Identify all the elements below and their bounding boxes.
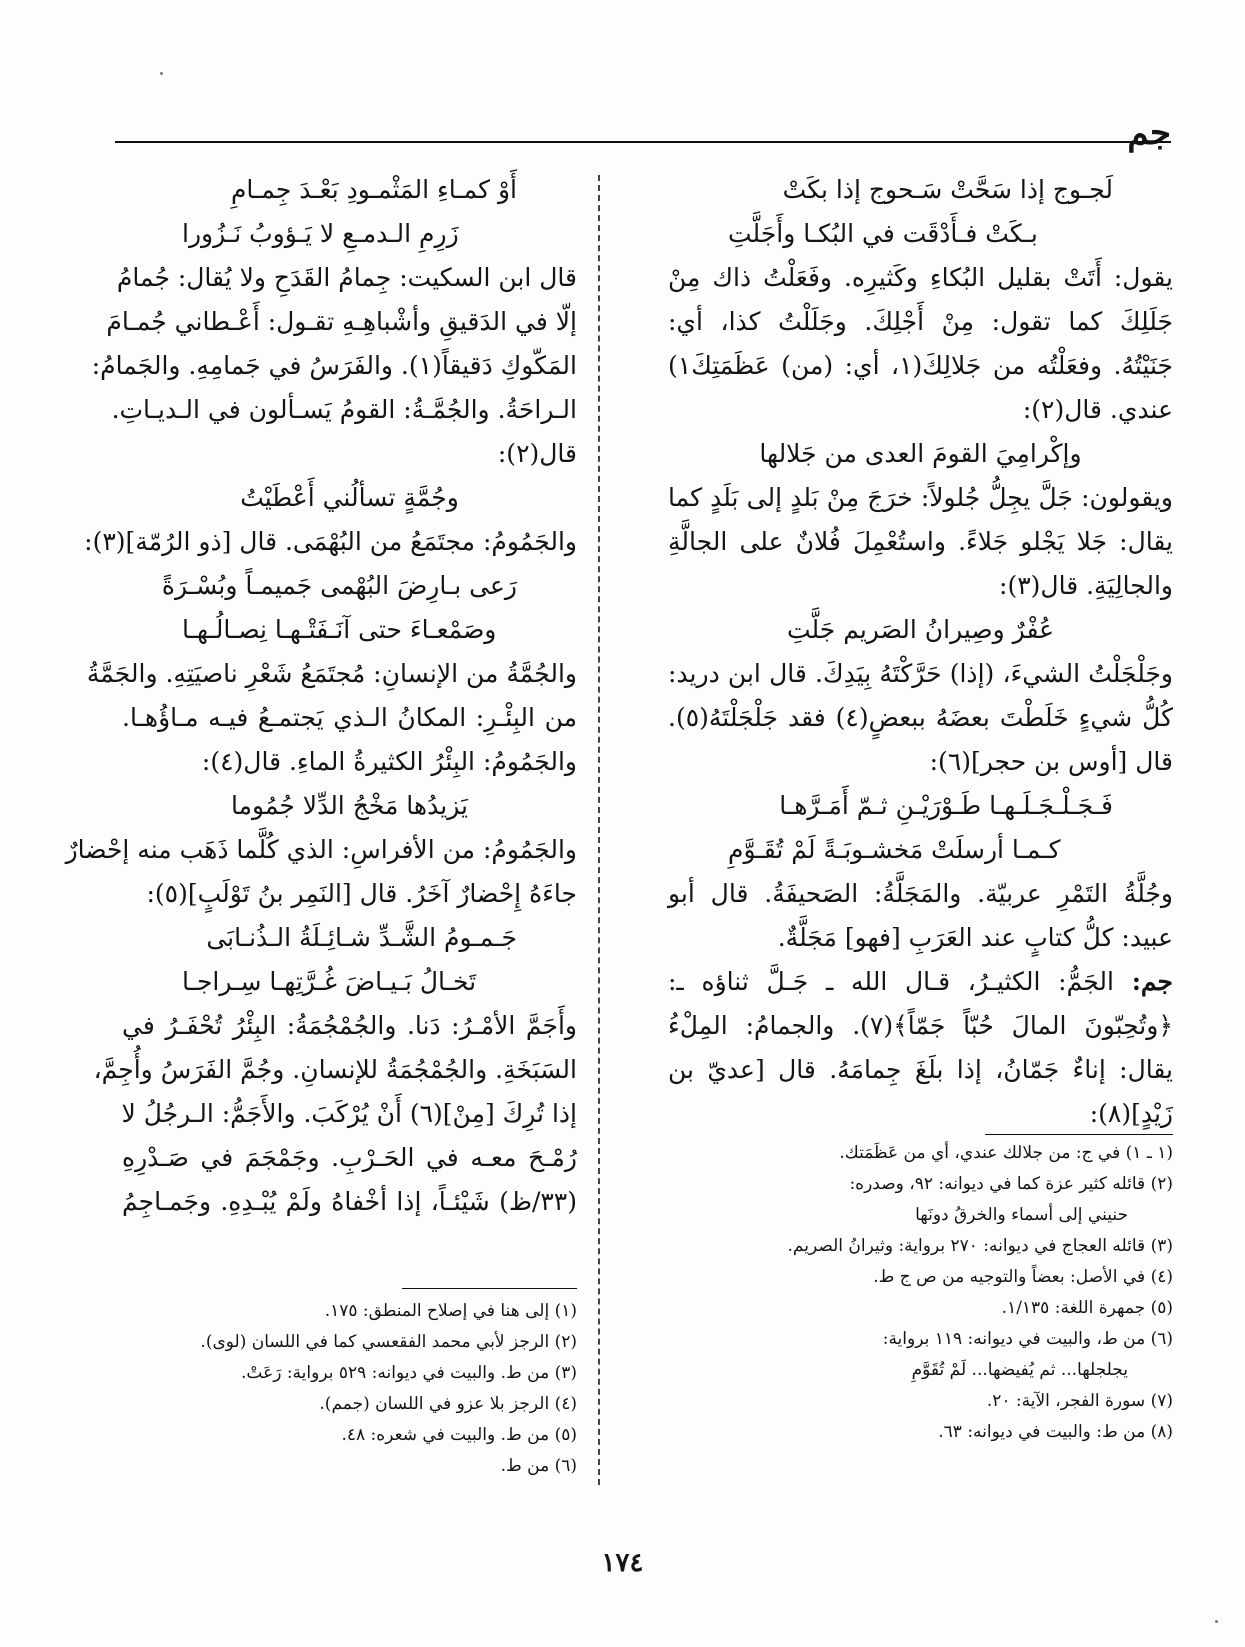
footnote: (٥) جمهرة اللغة: ١/١٣٥. bbox=[1001, 1298, 1173, 1318]
text-line: والجَمُومُ: البِئْرُ الكثيرةُ الماءِ. قال(٤): bbox=[201, 747, 577, 776]
text-line: ﴿وتُحِبّونَ المالَ حُبّاً جَمّاً﴾(٧). والجمامُ: المِلْءُ bbox=[668, 1011, 1173, 1040]
left-column bbox=[65, 168, 577, 1224]
footnote: (٤) في الأصل: بعضاً والتوجيه من ص ج ط. bbox=[873, 1267, 1173, 1287]
verse-line: كـمـا أرسلَتْ مَخشـوبَـةً لَمْ تُقَـوَّمِ bbox=[728, 835, 1061, 864]
verse-line: تَخـالُ بَـيـاضَ غُـرَّتِهـا سِـراجـا bbox=[182, 967, 477, 996]
footnote: يجلجلها... ثم يُفيضها... لَمْ تُقَوَّمِ bbox=[911, 1360, 1128, 1380]
text-line: والجالِيَةِ. قال(٣): bbox=[999, 571, 1173, 600]
footnote: (٣) قائله العجاج في ديوانه: ٢٧٠ برواية: وثيرانُ الصريم. bbox=[787, 1236, 1173, 1256]
verse-line: زَرِمِ الـدمـعِ لا يَـؤوبُ نَـزُورا bbox=[182, 219, 459, 248]
footnote: (٧) سورة الفجر، الآية: ٢٠. bbox=[986, 1391, 1173, 1411]
column-divider bbox=[598, 175, 600, 1485]
text-line: قال(٢): bbox=[497, 439, 577, 468]
text-line: السَبَخَةِ. والجُمْجُمَةُ للإنسانِ. وجُمَّ الفَرَسُ وأُجِمَّ، bbox=[93, 1055, 577, 1084]
text-line: رُمْـحَ معـه في الحَـرْبِ. وجَمْجَمَ في صَـدْرِهِ bbox=[122, 1143, 577, 1172]
text-line: وجُلَّةُ التَمْرِ عربيّة. والمَجَلَّةُ: الصَحيفَةُ. قال أبو bbox=[668, 879, 1173, 908]
footnote: (٣) من ط. والبيت في ديوانه: ٥٢٩ برواية: رَعَتْ. bbox=[240, 1363, 577, 1383]
scan-speck bbox=[160, 72, 163, 75]
left-footnotes bbox=[122, 1296, 577, 1482]
text-line: جَنَيْتُهُ. وفعَلْتُه من جَلالِكَ(١، أي: (من) عَظَمَتِكَ١) bbox=[668, 351, 1173, 380]
page-number: ١٧٤ bbox=[601, 1548, 644, 1578]
verse-line: أَوْ كمـاءِ المَثْمـودِ بَعْـدَ جِمـامِ bbox=[230, 175, 517, 204]
footnote: (٦) من ط. bbox=[500, 1456, 577, 1476]
footnote: (٥) من ط. والبيت في شعره: ٤٨. bbox=[341, 1425, 577, 1445]
text-line: يقال: جَلا يَجْلو جَلاءً. واستُعْمِلَ فُلانٌ على الجالَّةِ bbox=[668, 527, 1173, 556]
right-column bbox=[668, 168, 1173, 1136]
verse-line: عُفْرٌ وصِيرانُ الصَريم جَلَّتِ bbox=[786, 615, 1055, 644]
text-line: يقول: أَتَتْ بقليل البُكاءِ وكَثيرِه. وفَعَلْتُ ذاك مِنْ bbox=[668, 263, 1173, 292]
footnote-rule bbox=[402, 1288, 577, 1289]
text-line: ويقولون: جَلَّ يجِلُّ جُلولاً: خرَجَ مِنْ بَلدٍ إلى بَلَدٍ كما bbox=[668, 483, 1173, 512]
text-line: والجُمَّةُ من الإنسانِ: مُجتَمَعُ شَعْرِ ناصيَتِهِ. والجَمَّةُ bbox=[86, 659, 577, 688]
verse-line: جَـمـومُ الشَّـدِّ شـائِـلَةُ الـذُنـابَى bbox=[206, 923, 517, 952]
footnote: (١ ـ ١) في ج: من جلالك عندي، أي من عَظَمَتك. bbox=[839, 1143, 1173, 1163]
text-line: والجَمُومُ: مجتَمَعُ من البُهْمَى. قال [ذو الرُمّة](٣): bbox=[84, 527, 577, 556]
verse-line: وصَمْعـاءَ حتى آنَـفَتْـهـا نِصـالُـهـا bbox=[182, 615, 497, 644]
entry-text: الجَمُّ: الكثيـرُ، قـال الله ـ جَـلَّ ثناؤه ـ: bbox=[668, 967, 1114, 996]
entry-word: جم: bbox=[1131, 967, 1174, 996]
verse-line: يَزيدُها مَخْجُ الدِّلا جُمُوما bbox=[231, 791, 468, 820]
text-line: زَيْدٍ](٨): bbox=[1089, 1099, 1173, 1128]
text-line: عبيد: كلُّ كتابٍ عند العَرَبِ [فهو] مَجَلَّةٌ. bbox=[777, 923, 1173, 952]
text-line: وأَجَمَّ الأمْـرُ: دَنا. والجُمْجُمَةُ: البِئْرُ تُحْفَـرُ في bbox=[122, 1011, 577, 1040]
text-line: جاءَهُ إِحْضارٌ آخَرُ. قال [النَمِر بنُ تَوْلَبٍ](٥): bbox=[146, 879, 577, 908]
text-line: عندي. قال(٢): bbox=[1022, 395, 1173, 424]
text-line: كُلُّ شيءٍ خَلَطْتَ بعضَهُ ببعضٍ(٤) فقد جَلْجَلْتَهُ(٥). bbox=[668, 703, 1173, 732]
text-line: قال ابن السكيت: جِمامُ القَدَحِ ولا يُقال: جُمامُ bbox=[116, 263, 577, 292]
right-footnotes bbox=[668, 1138, 1173, 1448]
text-line: وجَلْجَلْتُ الشيءَ، (إذا) حَرَّكْتَهُ بِيَدِكَ. قال ابن دريد: bbox=[668, 659, 1173, 688]
text-line: قال [أوس بن حجر](٦): bbox=[929, 747, 1173, 776]
footnote: (٦) من ط، والبيت في ديوانه: ١١٩ برواية: bbox=[882, 1329, 1173, 1349]
footnote: (٨) من ط: والبيت في ديوانه: ٦٣. bbox=[938, 1422, 1173, 1442]
verse-line: وجُمَّةٍ تسألُني أَعْطَيْتُ bbox=[240, 483, 459, 512]
verse-line: لَجـوج إذا سَحَّتْ سَـحوج إذا بكَتْ bbox=[782, 175, 1113, 204]
footnote-rule bbox=[985, 1134, 1173, 1135]
running-header-root: جم bbox=[1127, 113, 1171, 153]
verse-line: رَعى بـارِضَ البُهْمى جَميمـاً وبُسْـرَةً bbox=[161, 571, 517, 600]
text-line: المَكّوكِ دَقيقاً(١). والفَرَسُ في جَمامِهِ. والجَمامُ: bbox=[91, 351, 577, 380]
footnote: (٤) الرجز بلا عزو في اللسان (جمم). bbox=[319, 1394, 577, 1414]
text-line: إذا تُرِكَ [مِنْ](٦) أَنْ يُرْكَبَ. والأَجَمُّ: الـرجُلُ لا bbox=[121, 1099, 577, 1128]
text-line: جَلَلِكَ كما تقول: مِنْ أَجْلِكَ. وجَلَلْتُ كذا، أي: bbox=[668, 307, 1173, 336]
entry-line bbox=[668, 960, 1173, 1004]
text-line: (٣٣/ظ) شَيْئـاً، إذا أخْفاهُ ولَمْ يُبْـدِهِ. وجَمـاجِمُ bbox=[122, 1187, 577, 1216]
footnote: (١) إلى هنا في إصلاح المنطق: ١٧٥. bbox=[324, 1301, 577, 1321]
verse-line: بـكَتْ فـأَدْقَت في البُكـا وأَجَلَّتِ bbox=[728, 219, 1038, 248]
text-line: إلّا في الدَقيقِ وأشْباهِـهِ تقـول: أَعْـطاني جُمـامَ bbox=[106, 307, 577, 336]
text-line: والجَمُومُ: من الأفراسِ: الذي كُلَّما ذَهَب منه إحْضارٌ bbox=[65, 835, 577, 864]
verse-line: وإكْرامِيَ القومَ العدى من جَلالها bbox=[759, 439, 1082, 468]
scan-speck bbox=[1215, 1620, 1218, 1623]
footnote: حنيني إلى أسماء والخرقُ دونَها bbox=[915, 1205, 1128, 1225]
footnote: (٢) قائله كثير عزة كما في ديوانه: ٩٢، وصدره: bbox=[849, 1174, 1173, 1194]
text-line: الـراحَةُ. والجُمَّـةُ: القومُ يَسـألون في الـديـاتِ. bbox=[111, 395, 577, 424]
verse-line: فَـجَـلْـجَـلَـهـا طَـوْرَيْـنِ ثـمّ أَمَـرَّهـا bbox=[779, 791, 1113, 820]
text-line: يقال: إناءٌ جَمّانُ، إذا بلَغَ جِمامَهُ. قال [عديّ بن bbox=[668, 1055, 1173, 1084]
header-rule bbox=[115, 141, 1171, 143]
footnote: (٢) الرجز لأبي محمد الفقعسي كما في اللسان (لوى). bbox=[200, 1332, 577, 1352]
text-line: من البِئْـرِ: المكانُ الـذي يَجتمـعُ فيـه مـاؤُهـا. bbox=[122, 703, 577, 732]
